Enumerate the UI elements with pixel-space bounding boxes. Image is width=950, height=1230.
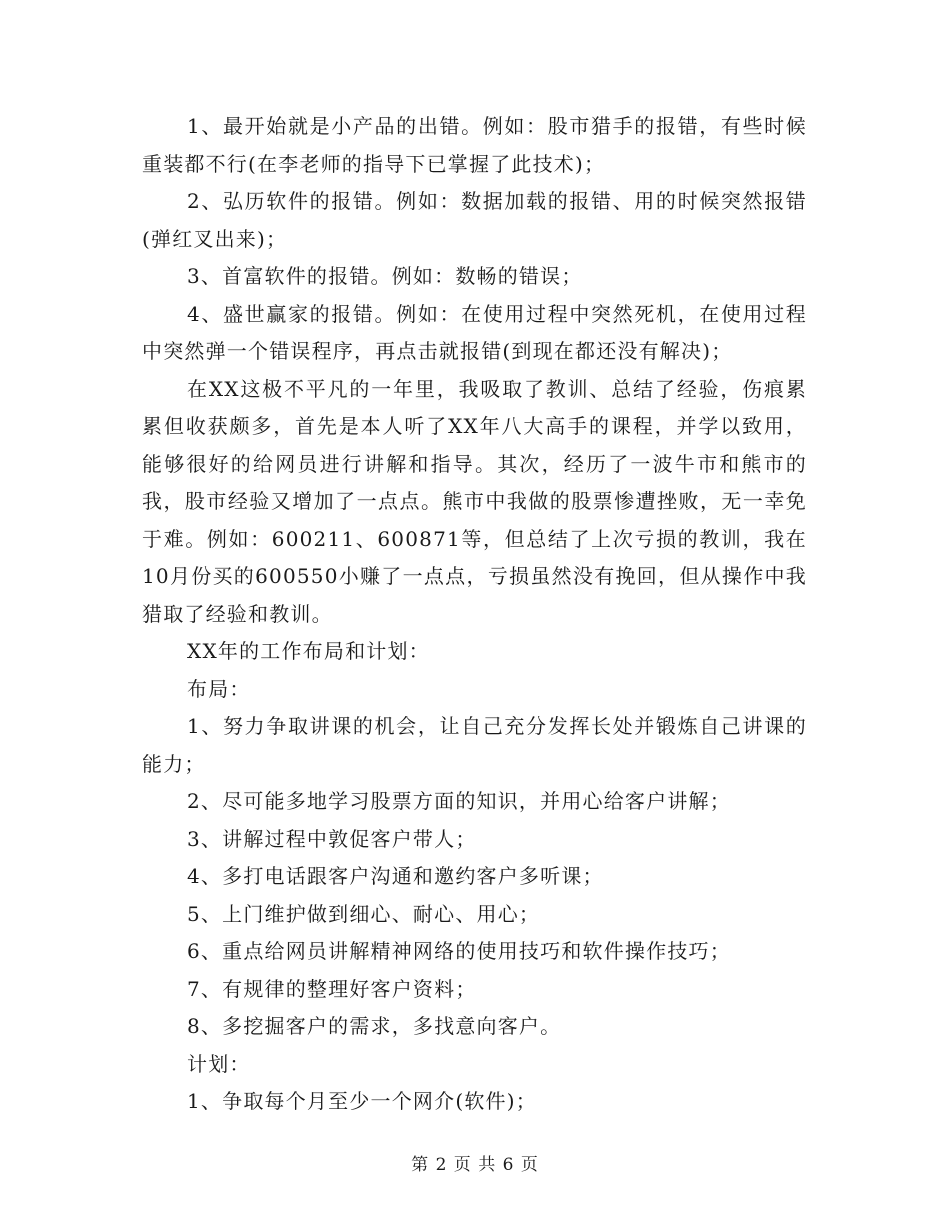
list-item: 6、重点给网员讲解精神网络的使用技巧和软件操作技巧； [187, 939, 731, 963]
list-item: 7、有规律的整理好客户资料； [187, 976, 477, 1001]
paragraph: 4、盛世赢家的报错。例如：在使用过程中突然死机，在使用过程中突然弹一个错误程序，再点击就报错(到现在都还没有解决)； [142, 301, 807, 363]
section-heading: XX年的工作布局和计划： [187, 639, 430, 663]
list-item: 4、多打电话跟客户沟通和邀约客户多听课； [187, 864, 604, 888]
paragraph: 3、首富软件的报错。例如：数畅的错误； [187, 264, 583, 288]
list-item: 8、多挖掘客户的需求，多找意向客户。 [187, 1014, 562, 1038]
paragraph: 1、最开始就是小产品的出错。例如：股市猎手的报错，有些时候重装都不行(在李老师的指导下已掌握了此技术)； [142, 114, 807, 176]
list-item: 1、争取每个月至少一个网介(软件)； [187, 1089, 537, 1113]
page-number-footer: 第 2 页 共 6 页 [411, 1155, 539, 1175]
subsection-heading: 布局： [187, 676, 251, 701]
paragraph: 2、弘历软件的报错。例如：数据加载的报错、用的时候突然报错(弹红叉出来)； [142, 189, 807, 251]
list-item: 5、上门维护做到细心、耐心、用心； [187, 901, 541, 926]
list-item: 2、尽可能多地学习股票方面的知识，并用心给客户讲解； [187, 789, 731, 813]
list-item: 1、努力争取讲课的机会，让自己充分发挥长处并锻炼自己讲课的能力； [142, 714, 807, 776]
paragraph: 在XX这极不平凡的一年里，我吸取了教训、总结了经验，伤痕累累但收获颇多，首先是本人听了XX年八大高手的课程，并学以致用，能够很好的给网员进行讲解和指导。其次，经历了一波牛市和熊市的我，股市经验又增加了一点点。熊市中我做的股票惨遭挫败，无一幸免于难。例如：600211、600871等，但总结了上次亏损的教训，我在10月份买的600550小赚了一点点，亏损虽然没有挽回，但从操作中我猎取了经验和教训。 [142, 376, 807, 626]
subsection-heading: 计划： [187, 1051, 251, 1076]
document-body [142, 108, 807, 1121]
list-item: 3、讲解过程中敦促客户带人； [187, 826, 477, 851]
